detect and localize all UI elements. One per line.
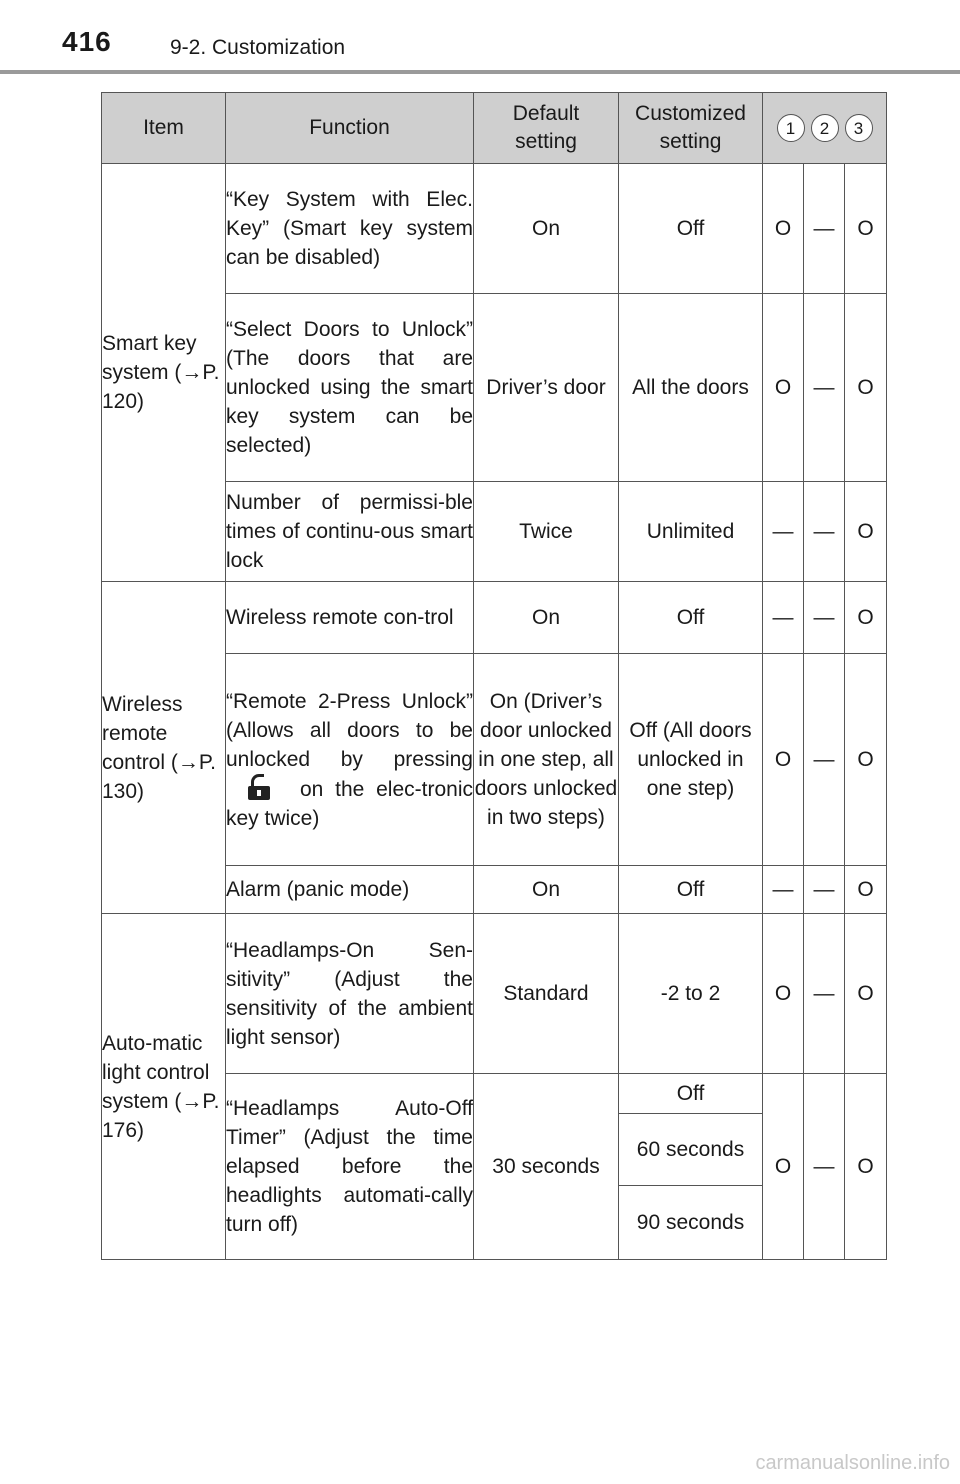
mark-cell-1: O [763, 294, 804, 482]
default-cell: Twice [474, 482, 619, 582]
customized-cell: All the doors [619, 294, 763, 482]
customized-cell: Unlimited [619, 482, 763, 582]
mark-cell-3: O [845, 914, 887, 1074]
mark-cell-2: — [804, 294, 845, 482]
customized-cell: Off [619, 866, 763, 914]
customized-cell: Off (All doors unlocked in one step) [619, 654, 763, 866]
column-header-circled-numbers [763, 93, 887, 164]
mark-cell-3: O [845, 866, 887, 914]
mark-cell-1: O [763, 164, 804, 294]
customized-cell: Off [619, 164, 763, 294]
function-cell: “Select Doors to Unlock” (The doors that are unlocked using the smart key system can be selected) [226, 294, 474, 482]
customization-table [101, 92, 887, 1260]
mark-cell-1: — [763, 482, 804, 582]
function-cell: Number of permissi-ble times of continu-ous smart lock [226, 482, 474, 582]
mark-cell-1: O [763, 654, 804, 866]
function-text-before-icon: “Remote 2-Press Unlock” (Allows all doors to be unlocked by pressing [226, 689, 473, 771]
table-header-row [102, 93, 887, 164]
mark-cell-3: O [845, 582, 887, 654]
mark-cell-1: O [763, 1074, 804, 1260]
customized-option-cell: 90 seconds [619, 1186, 763, 1260]
table-row [102, 582, 887, 654]
function-cell [226, 654, 474, 866]
default-cell: On [474, 164, 619, 294]
column-header-default-line2: setting [515, 130, 577, 153]
customized-cell: -2 to 2 [619, 914, 763, 1074]
column-header-customized-line2: setting [659, 130, 722, 153]
lock-icon [248, 774, 270, 800]
mark-cell-1: — [763, 866, 804, 914]
function-cell: Alarm (panic mode) [226, 866, 474, 914]
function-cell: “Key System with Elec. Key” (Smart key system can be disabled) [226, 164, 474, 294]
table-row [102, 164, 887, 294]
mark-cell-2: — [804, 866, 845, 914]
column-header-customized [619, 93, 763, 164]
table-row [102, 914, 887, 1074]
mark-cell-2: — [804, 164, 845, 294]
default-cell: Driver’s door [474, 294, 619, 482]
mark-cell-3: O [845, 164, 887, 294]
default-cell: On [474, 582, 619, 654]
default-cell: Standard [474, 914, 619, 1074]
header-rule [0, 70, 960, 74]
default-cell: 30 seconds [474, 1074, 619, 1260]
column-header-customized-line1: Customized [635, 102, 746, 125]
customized-option-cell: Off [619, 1074, 763, 1114]
circled-number-2: 2 [811, 114, 839, 142]
circled-number-1: 1 [777, 114, 805, 142]
column-header-function: Function [226, 93, 474, 164]
column-header-item: Item [102, 93, 226, 164]
column-header-default-line1: Default [512, 102, 580, 125]
function-cell: “Headlamps Auto-Off Timer” (Adjust the time elapsed before the headlights automati-cally turn off) [226, 1074, 474, 1260]
function-cell: “Headlamps-On Sen-sitivity” (Adjust the sensitivity of the ambient light sensor) [226, 914, 474, 1074]
section-title: 9-2. Customization [170, 36, 346, 59]
mark-cell-1: — [763, 582, 804, 654]
item-cell-auto-light: Auto-matic light control system (→P. 176) [102, 914, 226, 1260]
mark-cell-3: O [845, 1074, 887, 1260]
default-cell: On (Driver’s door unlocked in one step, all doors unlocked in two steps) [474, 654, 619, 866]
customized-option-cell: 60 seconds [619, 1114, 763, 1186]
watermark: carmanualsonline.info [755, 1452, 950, 1474]
mark-cell-3: O [845, 654, 887, 866]
mark-cell-3: O [845, 294, 887, 482]
item-cell-smart-key: Smart key system (→P. 120) [102, 164, 226, 582]
mark-cell-2: — [804, 482, 845, 582]
function-cell: Wireless remote con-trol [226, 582, 474, 654]
column-header-default [474, 93, 619, 164]
mark-cell-3: O [845, 482, 887, 582]
mark-cell-2: — [804, 1074, 845, 1260]
circled-number-3: 3 [845, 114, 873, 142]
mark-cell-1: O [763, 914, 804, 1074]
mark-cell-2: — [804, 914, 845, 1074]
page-header [0, 0, 960, 76]
mark-cell-2: — [804, 582, 845, 654]
customized-cell: Off [619, 582, 763, 654]
default-cell: On [474, 866, 619, 914]
page-number: 416 [62, 26, 112, 57]
item-cell-wireless-remote: Wireless remote control (→P. 130) [102, 582, 226, 914]
mark-cell-2: — [804, 654, 845, 866]
function-text-after-icon: on the elec-tronic key twice) [226, 777, 473, 830]
